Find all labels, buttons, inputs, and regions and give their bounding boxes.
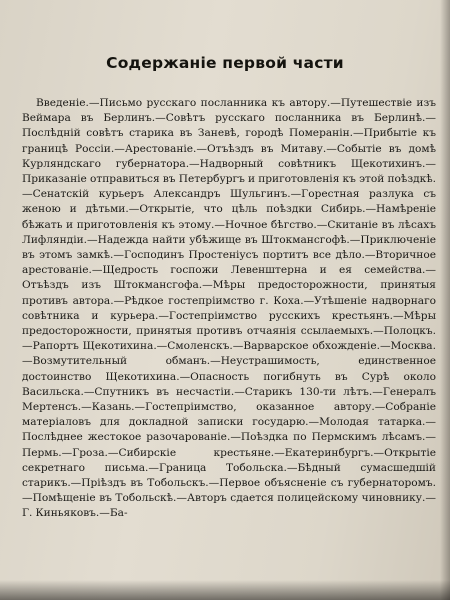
page-title: Содержаніе первой части xyxy=(106,54,344,72)
table-of-contents-text: Введеніе.—Письмо русскаго посланника къ автору.—Путешествіе изъ Веймара въ Берлинъ.—Совѣтъ русскаго посланника въ Берлинѣ.—Послѣдній совѣтъ старика въ Заневѣ, городѣ Померанін.—Прибытіе къ границѣ Россіи.—Арестованіе.—Отъѣздъ въ Митаву.—Событіе въ домѣ Курляндскаго губернатора.—Надворный совѣтникъ Щекотихинъ.—Приказаніе отправиться въ Петербургъ и приготовленія къ этой поѣздкѣ.—Сенатскій курьеръ Александръ Шульгинъ.—Горестная разлука съ женою и дѣтьми.—Открытіе, что цѣль поѣздки Сибирь.—Намѣреніе бѣжать и приготовленія къ этому.—Ночное бѣгство.—Скитаніе въ лѣсахъ Лифляндіи.—Надежда найти убѣжище въ Штокмансгофѣ.—Приключеніе въ этомъ замкѣ.—Господинъ Простеніусъ портитъ все дѣло.—Вторичное арестованіе.—Щедрость госпожи Левенштерна и ея семейства.—Отъѣздъ изъ Штокмансгофа.—Мѣры предосторожности, принятыя противъ автора.—Рѣдкое гостепріимство г. Коха.—Утѣшеніе надворнаго совѣтника и курьера.—Гостепріимство русскихъ крестьянъ.—Мѣры предосторожности, принятыя противъ отчаянія ссылаемыхъ.—Полоцкъ.—Рапортъ Щекотихина.—Смоленскъ.—Варварское обхожденіе.—Москва.—Возмутительный обманъ.—Неустрашимость, единственное достоинство Щекотихина.—Опасность погибнуть въ Сурѣ около Васильска.—Спутникъ въ несчастіи.—Старикъ 130-ти лѣтъ.—Генералъ Мертенсъ.—Казань.—Гостепріимство, оказанное автору.—Собраніе матеріаловъ для докладной записки государю.—Молодая татарка.—Послѣднее жестокое разочарованіе.—Поѣздка по Пермскимъ лѣсамъ.—Пермь.—Гроза.—Сибирскіе крестьяне.—Екатеринбургъ.—Открытіе секретнаго письма.—Граница Тобольска.—Бѣдный сумасшедшій старикъ.—Пріѣздъ въ Тобольскъ.—Первое объясненіе съ губернаторомъ.—Помѣщеніе въ Тобольскѣ.—Авторъ сдается полицейскому чиновнику.—Г. Киньяковъ.—Ба- xyxy=(22,97,436,520)
page-edge-shadow xyxy=(440,0,450,600)
page-bottom-shadow xyxy=(0,580,450,600)
